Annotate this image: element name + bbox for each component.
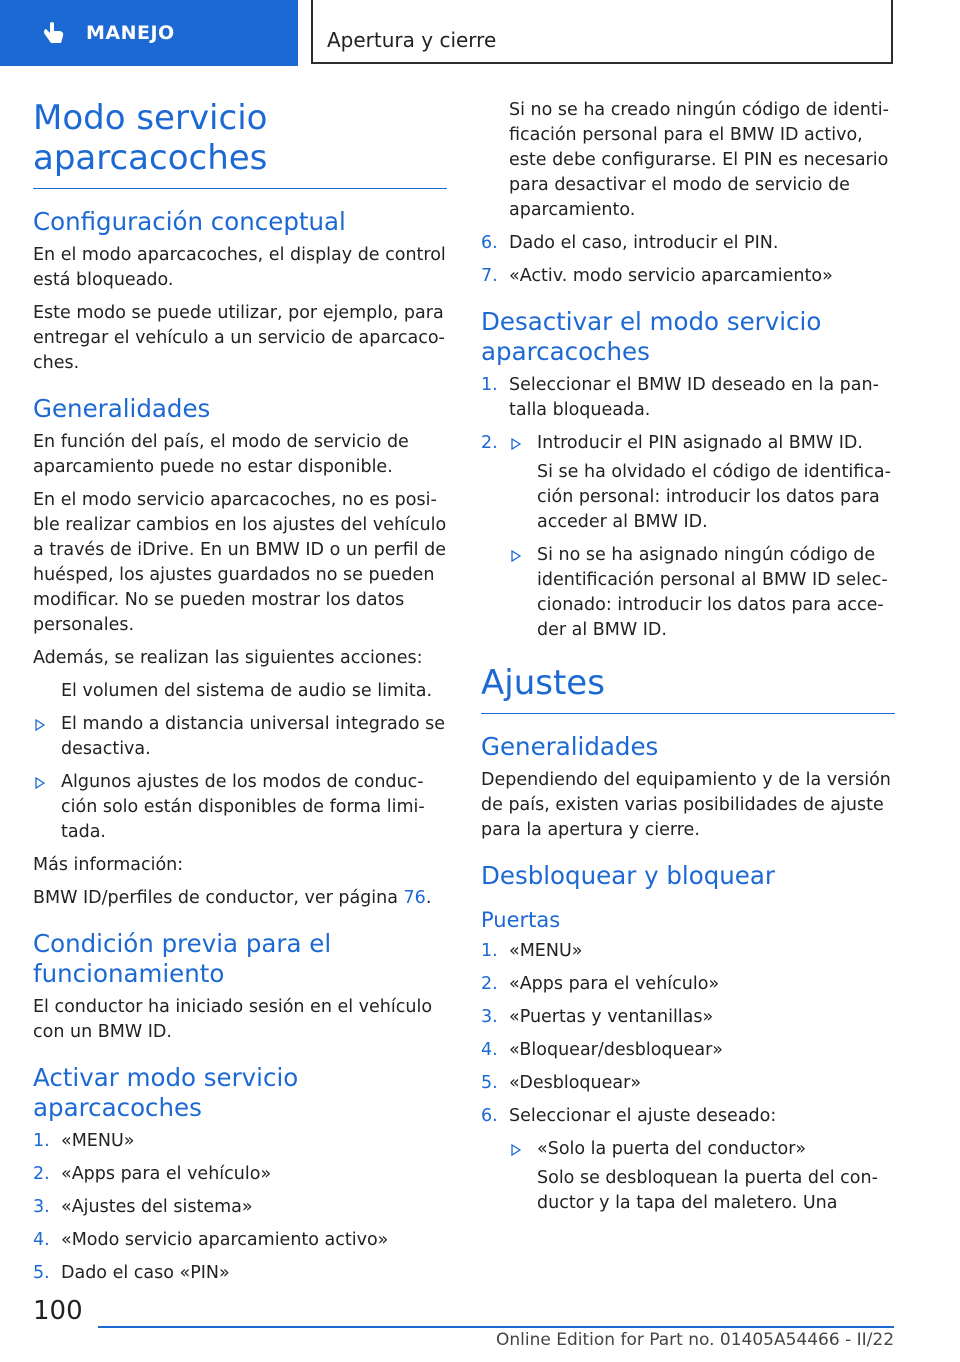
paragraph: Más información:: [33, 855, 184, 875]
triangle-bullet-icon: [511, 1144, 521, 1156]
list-item-text: Si no se ha asignado ningún código de identificación personal al BMW ID selec‐cionado: introducir los datos para acce‐der al BMW ID.: [537, 545, 888, 640]
list-item-text: «Solo la puerta del conductor»: [537, 1139, 807, 1159]
paragraph: En el modo servicio aparcacoches, no es posi‐ble realizar cambios en los ajustes del vehículo a través de iDrive. En un BMW ID o un perfil de huésped, los ajustes guardados no se pueden modificar. No se pueden mostrar los datos personales.: [33, 490, 447, 635]
step-number: 5.: [33, 1263, 50, 1283]
triangle-bullet-icon: [511, 550, 521, 562]
steering-hand-icon: [40, 19, 68, 47]
paragraph: Además, se realizan las siguientes acciones:: [33, 648, 423, 668]
heading-concept: Configuración conceptual: [33, 207, 346, 236]
list-item: [33, 679, 447, 704]
step-item: [33, 1129, 447, 1154]
step-number: 3.: [33, 1197, 50, 1217]
page-header: [0, 0, 960, 66]
list-item: [509, 543, 895, 643]
step-text: «Modo servicio aparcamiento activo»: [61, 1230, 389, 1250]
step-item: [481, 264, 895, 289]
heading-precondition: Condición previa para el funcionamiento: [33, 929, 332, 988]
list-item-text: Introducir el PIN asignado al BMW ID.: [537, 433, 863, 453]
list-item-text: El mando a distancia universal integrado se desactiva.: [61, 714, 446, 759]
edition-text: Online Edition for Part no. 01405A54466 - II/22: [496, 1330, 895, 1350]
paragraph: Este modo se puede utilizar, por ejemplo, para entregar el vehículo a un servicio de aparcaco‐ches.: [33, 303, 445, 373]
section-tab: [0, 0, 298, 66]
step-item: [481, 1038, 895, 1063]
list-item: [33, 770, 447, 845]
step-item: [481, 939, 895, 964]
step-number: 6.: [481, 233, 498, 253]
list-item-text: El volumen del sistema de audio se limita.: [61, 681, 433, 701]
step-text: «Desbloquear»: [509, 1073, 642, 1093]
step-text: Dado el caso, introducir el PIN.: [509, 233, 779, 253]
step-number: 4.: [481, 1040, 498, 1060]
reference-end: .: [425, 888, 432, 908]
step-item: [481, 431, 895, 643]
list-item-detail: Solo se desbloquean la puerta del con‐ductor y la tapa del maletero. Una: [537, 1168, 878, 1213]
triangle-bullet-icon: [35, 777, 45, 789]
triangle-bullet-icon: [511, 438, 521, 450]
step-item: [481, 373, 895, 423]
step-text: «MENU»: [61, 1131, 135, 1151]
left-column: [33, 92, 447, 1294]
cross-reference: [33, 886, 447, 911]
step-continuation: [481, 98, 895, 223]
heading-deactivate: Desactivar el modo servicio aparcacoches: [481, 307, 822, 366]
title-ajustes: Ajustes: [481, 663, 895, 714]
step-number: 7.: [481, 266, 498, 286]
step-number: 1.: [481, 375, 498, 395]
step-number: 1.: [481, 941, 498, 961]
list-item-detail: Si se ha olvidado el código de identifica‐ción personal: introducir los datos para acceder al BMW ID.: [537, 462, 891, 532]
paragraph: En función del país, el modo de servicio de aparcamiento puede no estar disponible.: [33, 432, 409, 477]
paragraph: El conductor ha iniciado sesión en el vehículo con un BMW ID.: [33, 997, 433, 1042]
list-item: [509, 1137, 895, 1162]
step-number: 2.: [33, 1164, 50, 1184]
step-item: [33, 1228, 447, 1253]
step-text: Seleccionar el ajuste deseado:: [509, 1106, 777, 1126]
step-item: [481, 1104, 895, 1216]
step-number: 5.: [481, 1073, 498, 1093]
step-number: 4.: [33, 1230, 50, 1250]
list-item-text: Algunos ajustes de los modos de conduc‐ción solo están disponibles de forma limi‐tada.: [61, 772, 425, 842]
step-number: 1.: [33, 1131, 50, 1151]
step-text: «Apps para el vehículo»: [61, 1164, 272, 1184]
step-item: [33, 1261, 447, 1286]
page-link[interactable]: 76: [403, 888, 426, 908]
heading-doors: Puertas: [481, 908, 561, 932]
step-item: [481, 972, 895, 997]
step-item: [481, 1005, 895, 1030]
step-number: 6.: [481, 1106, 498, 1126]
step-item: [481, 1071, 895, 1096]
step-number: 2.: [481, 433, 498, 453]
list-item: [509, 431, 895, 456]
heading-general: Generalidades: [33, 394, 211, 423]
triangle-bullet-icon: [35, 719, 45, 731]
step-text: «Ajustes del sistema»: [61, 1197, 253, 1217]
page-number: 100: [33, 1296, 83, 1326]
step-number: 2.: [481, 974, 498, 994]
paragraph: Dependiendo del equipamiento y de la versión de país, existen varias posibilidades de ajuste para la apertura y cierre.: [481, 770, 891, 840]
reference-text: BMW ID/perfiles de conductor, ver página: [33, 888, 404, 908]
step-text: «Puertas y ventanillas»: [509, 1007, 714, 1027]
step-text: «Apps para el vehículo»: [509, 974, 720, 994]
chapter-title: Apertura y cierre: [311, 0, 893, 64]
heading-lock-unlock: Desbloquear y bloquear: [481, 861, 775, 890]
right-column: [481, 98, 895, 1224]
heading-general: Generalidades: [481, 732, 659, 761]
paragraph: En el modo aparcacoches, el display de control está bloqueado.: [33, 245, 446, 290]
step-number: 3.: [481, 1007, 498, 1027]
main-title: Modo servicio aparcacoches: [33, 98, 447, 189]
step-item: [33, 1195, 447, 1220]
section-label: MANEJO: [86, 22, 175, 44]
heading-activate: Activar modo servicio aparcacoches: [33, 1063, 299, 1122]
step-text: «Bloquear/desbloquear»: [509, 1040, 724, 1060]
step-text: Seleccionar el BMW ID deseado en la pan‐talla bloqueada.: [509, 375, 879, 420]
step-item: [481, 231, 895, 256]
list-item: [33, 712, 447, 762]
footer-divider: [98, 1326, 894, 1328]
step-text: Dado el caso «PIN»: [61, 1263, 230, 1283]
step-item: [33, 1162, 447, 1187]
step-text: «Activ. modo servicio aparcamiento»: [509, 266, 833, 286]
continuation-text: Si no se ha creado ningún código de identi‐ficación personal para el BMW ID activo, este debe configurarse. El PIN es necesario para desactivar el modo de servicio de aparcamiento.: [509, 100, 889, 220]
step-text: «MENU»: [509, 941, 583, 961]
